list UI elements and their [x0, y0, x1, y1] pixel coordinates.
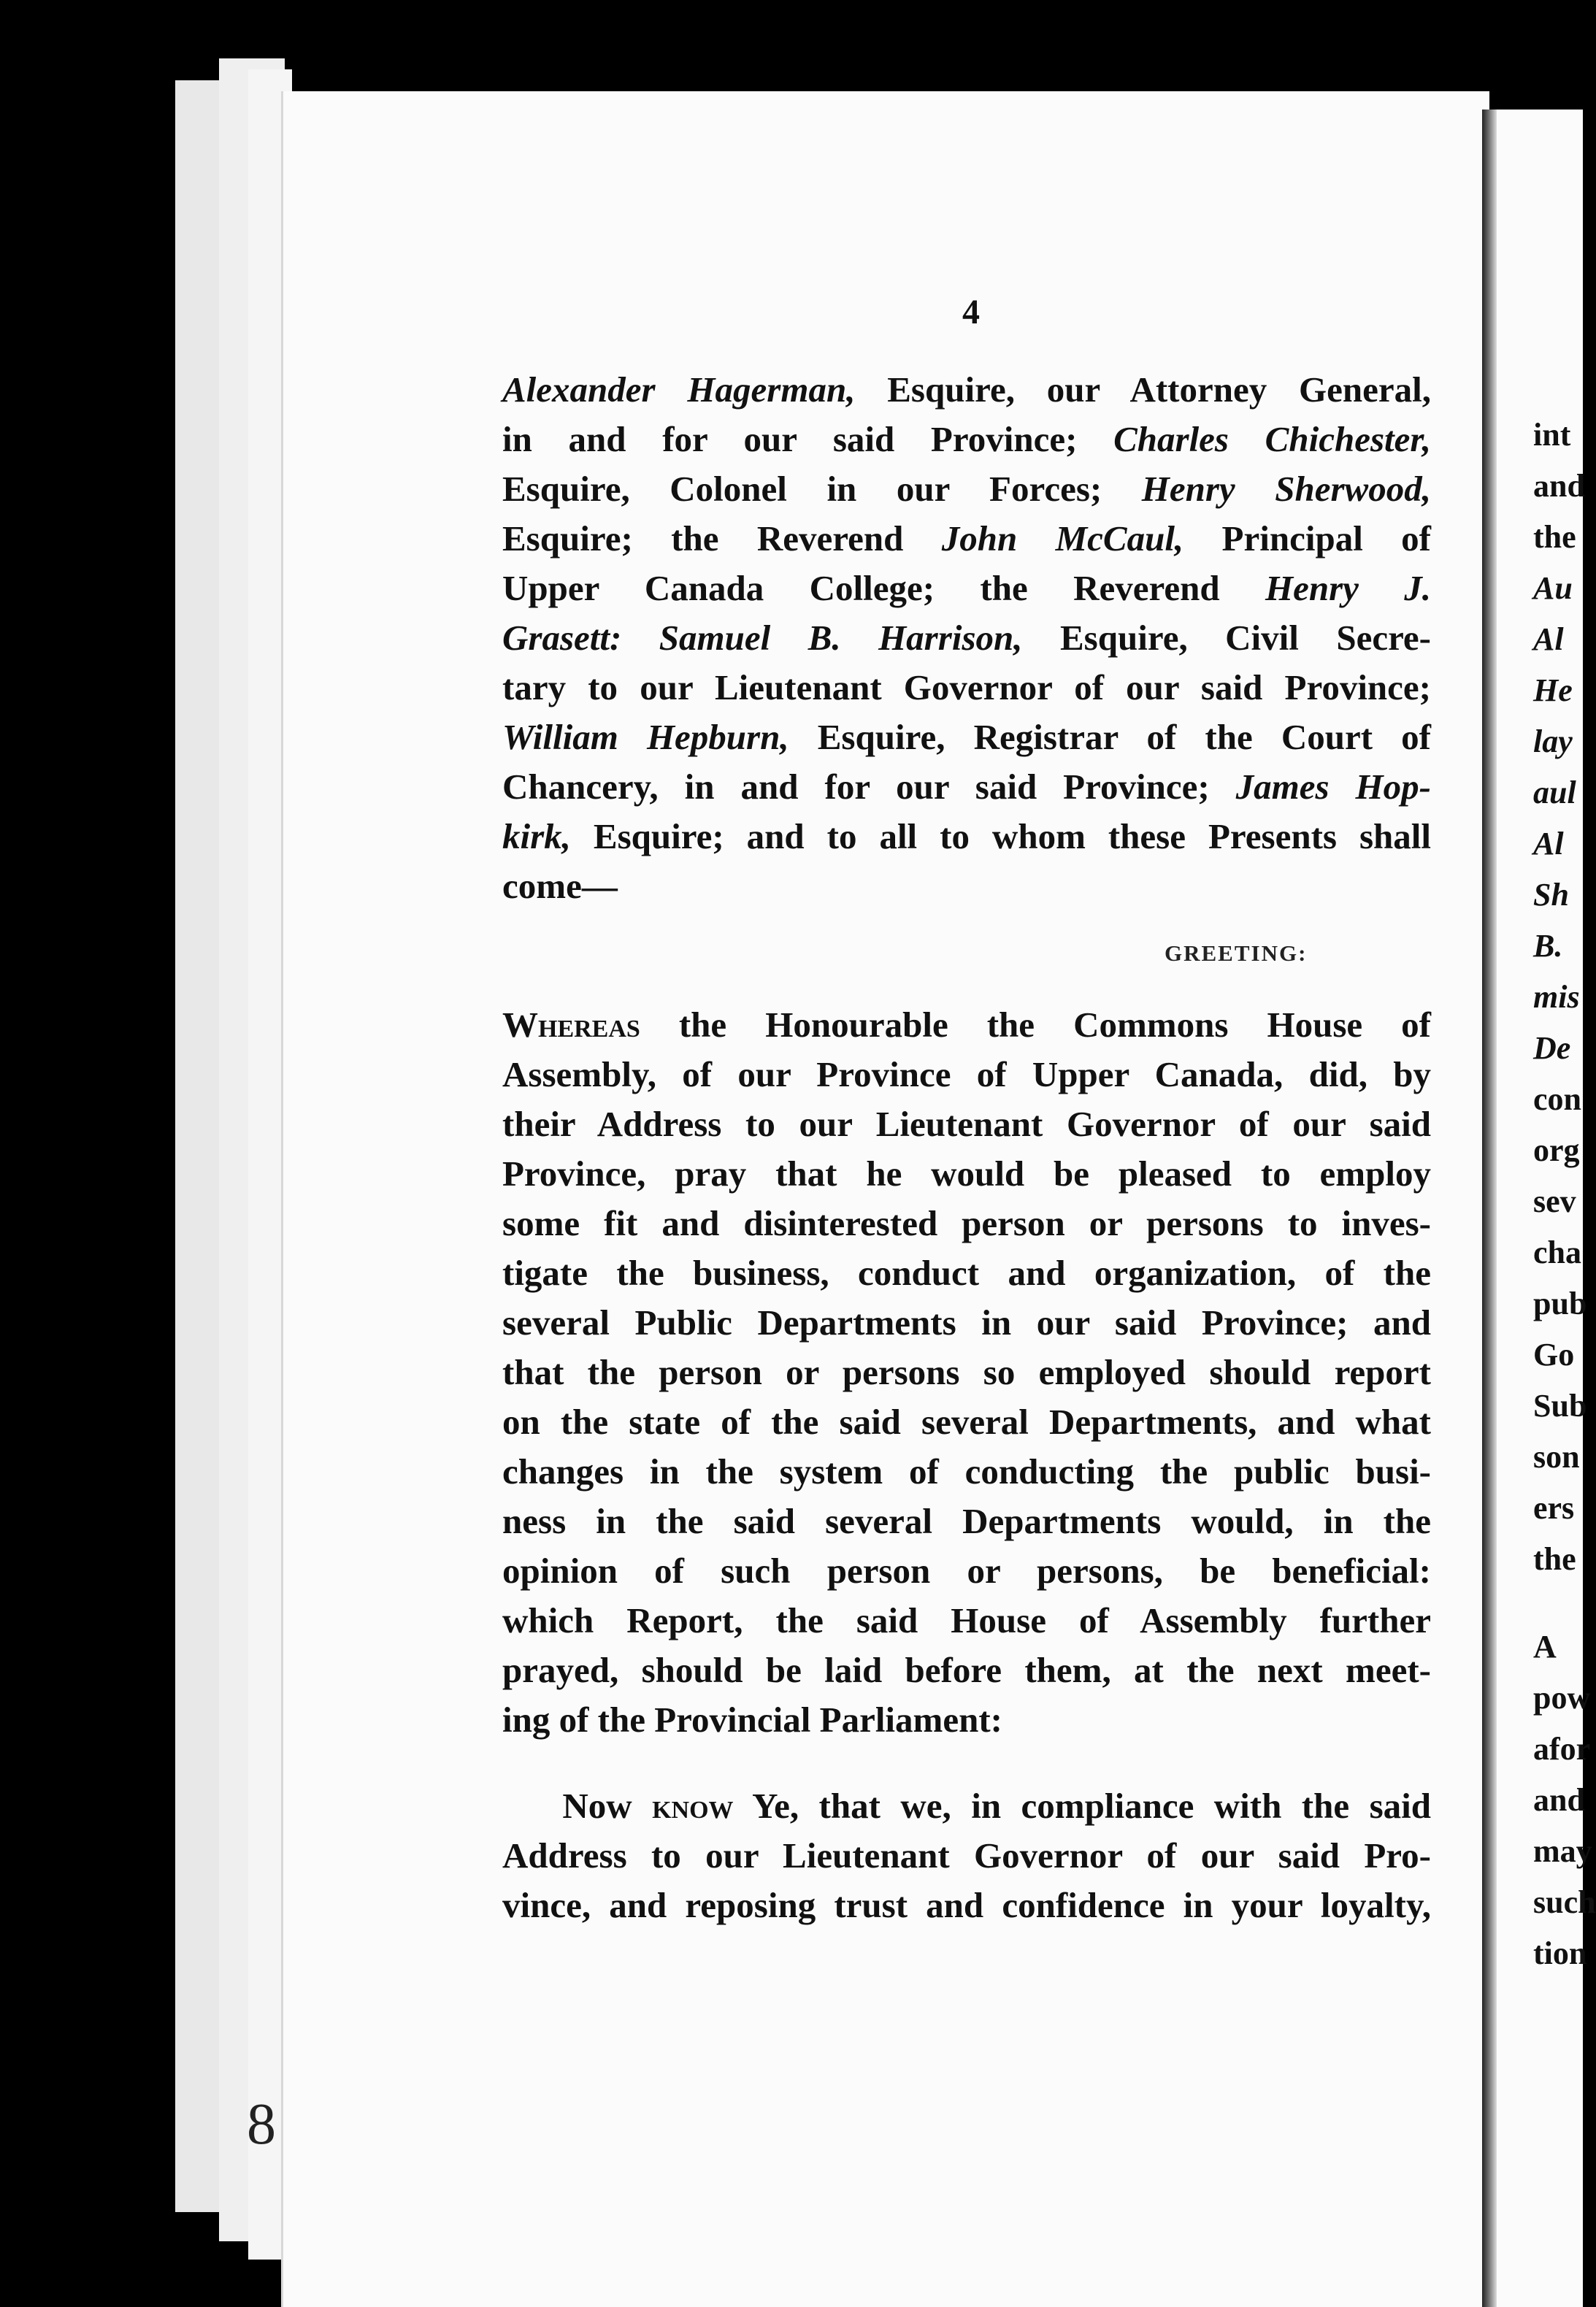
address-line: Upper Canada College; the Reverend Henry J. [502, 568, 1431, 608]
page-number: 4 [962, 293, 980, 331]
facing-page-line: and [1533, 468, 1585, 504]
whereas-line: Whereas the Honourable the Commons House of [502, 1005, 1431, 1045]
facing-page-line: cha [1533, 1235, 1581, 1270]
facing-page-line: son [1533, 1439, 1580, 1475]
facing-page-line: may [1533, 1833, 1592, 1869]
whereas-line: changes in the system of conducting the public busi- [502, 1451, 1431, 1492]
whereas-line: opinion of such person or persons, be beneficial: [502, 1551, 1431, 1591]
whereas-line: which Report, the said House of Assembly further [502, 1600, 1431, 1640]
whereas-line: Assembly, of our Province of Upper Canada, did, by [502, 1054, 1431, 1094]
facing-page-line: such [1533, 1884, 1596, 1920]
address-line: in and for our said Province; Charles Chichester, [502, 419, 1432, 459]
facing-page-line: B. [1533, 928, 1563, 964]
margin-handwritten-mark: 8 [247, 2092, 276, 2157]
whereas-line: several Public Departments in our said Province; and [502, 1302, 1431, 1343]
facing-page-line: sev [1533, 1183, 1576, 1219]
facing-page-line: Sub [1533, 1388, 1587, 1424]
facing-page-line: De [1533, 1030, 1571, 1066]
facing-page-line: the [1533, 519, 1576, 555]
address-paragraph [502, 365, 1431, 911]
address-line: Esquire, Colonel in our Forces; Henry Sherwood, [502, 469, 1431, 509]
now-know-line: Now know Ye, that we, in compliance with the said [502, 1786, 1431, 1826]
whereas-paragraph [502, 1000, 1431, 1745]
whereas-line: some fit and disinterested person or persons to inves- [502, 1203, 1431, 1243]
facing-page-line: aul [1533, 775, 1576, 810]
facing-page-line: mis [1533, 979, 1580, 1015]
address-line: Chancery, in and for our said Province; James Hop- [502, 767, 1431, 807]
whereas-line: Province, pray that he would be pleased to employ [502, 1154, 1431, 1194]
facing-page-line: tion [1533, 1935, 1587, 1971]
facing-page-line: afor [1533, 1731, 1591, 1767]
facing-page-line: Al [1533, 621, 1564, 657]
now-know-line: Address to our Lieutenant Governor of our said Pro- [502, 1835, 1431, 1876]
address-line: Esquire; the Reverend John McCaul, Principal of [502, 518, 1431, 558]
address-line: come— [502, 866, 618, 906]
address-line: Grasett: Samuel B. Harrison, Esquire, Civil Secre- [502, 618, 1431, 658]
address-line: Alexander Hagerman, Esquire, our Attorney General, [502, 369, 1431, 410]
facing-page-line: int [1533, 417, 1571, 453]
facing-page-line: lay [1533, 723, 1573, 759]
facing-page-line: Sh [1533, 877, 1569, 913]
facing-page-line: A [1533, 1629, 1557, 1665]
facing-page-line: con [1533, 1081, 1581, 1117]
facing-page-line: He [1533, 672, 1573, 708]
facing-page-line: pow [1533, 1680, 1591, 1716]
whereas-line: prayed, should be laid before them, at the next meet- [502, 1650, 1431, 1690]
address-line: tary to our Lieutenant Governor of our said Province; [502, 667, 1431, 707]
address-line: William Hepburn, Esquire, Registrar of the Court of [502, 717, 1431, 757]
whereas-line: ness in the said several Departments would, in the [502, 1501, 1431, 1541]
whereas-line: their Address to our Lieutenant Governor of our said [502, 1104, 1431, 1144]
whereas-line: tigate the business, conduct and organization, of the [502, 1253, 1431, 1293]
facing-page-line: Al [1533, 826, 1564, 861]
whereas-line: that the person or persons so employed should report [502, 1352, 1431, 1392]
now-know-line: vince, and reposing trust and confidence in your loyalty, [502, 1885, 1431, 1925]
facing-page-line: Go [1533, 1337, 1575, 1373]
facing-page-line: pub [1533, 1286, 1587, 1321]
greeting-heading: GREETING: [1165, 940, 1308, 966]
facing-page-line: the [1533, 1541, 1576, 1577]
page-gutter [1482, 110, 1497, 2307]
facing-page-line: ers [1533, 1490, 1575, 1526]
whereas-line: ing of the Provincial Parliament: [502, 1700, 1002, 1740]
facing-page-line: and [1533, 1782, 1585, 1818]
address-line: kirk, Esquire; and to all to whom these Presents shall [502, 816, 1431, 856]
whereas-line: on the state of the said several Departments, and what [502, 1402, 1431, 1442]
facing-page-line: Au [1533, 570, 1573, 606]
facing-page-line: org [1533, 1132, 1580, 1168]
now-know-paragraph [502, 1781, 1431, 1930]
